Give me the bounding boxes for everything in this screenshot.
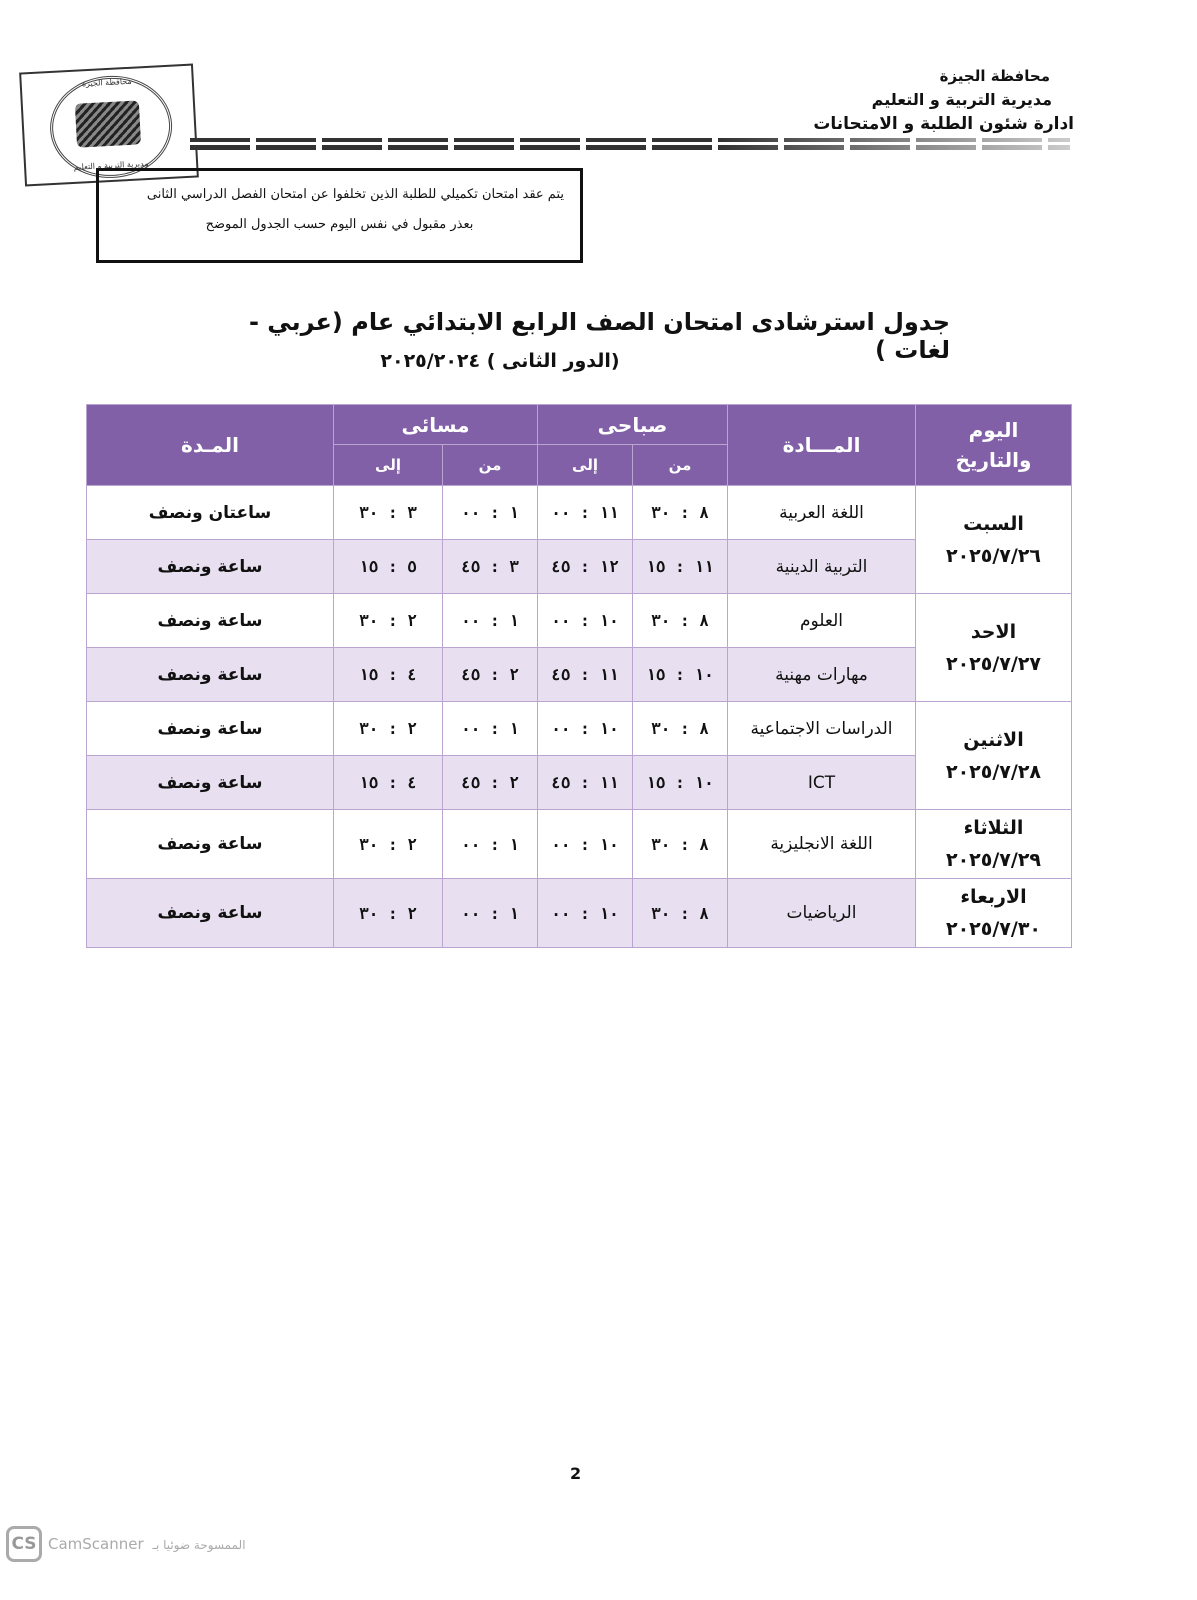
- header-morning: صباحى: [538, 405, 728, 445]
- evening-from-cell: ١ : ٠٠: [443, 486, 538, 540]
- morning-from-cell: ١١ : ١٥: [633, 540, 728, 594]
- table-row: [87, 879, 1072, 948]
- camscanner-watermark: [48, 1535, 246, 1553]
- governorate-name: محافظة الجيزة: [939, 67, 1050, 85]
- header-divider: [190, 138, 1070, 150]
- day-name: الاحد: [970, 620, 1017, 643]
- header-evening-to: إلى: [334, 445, 443, 486]
- evening-to-cell: ٤ : ١٥: [334, 756, 443, 810]
- morning-from-cell: ١٠ : ١٥: [633, 648, 728, 702]
- subject-cell: اللغة العربية: [728, 486, 916, 540]
- evening-from-cell: ١ : ٠٠: [443, 879, 538, 948]
- morning-to-cell: ١٠ : ٠٠: [538, 702, 633, 756]
- morning-from-cell: ٨ : ٣٠: [633, 879, 728, 948]
- page-title: جدول استرشادى امتحان الصف الرابع الابتدائي عام (عربي - لغات ): [248, 308, 950, 364]
- evening-from-cell: ٣ : ٤٥: [443, 540, 538, 594]
- morning-to-cell: ١٠ : ٠٠: [538, 879, 633, 948]
- morning-from-cell: ٨ : ٣٠: [633, 594, 728, 648]
- watermark-arabic: الممسوحة ضوئيا بـ: [152, 1538, 246, 1552]
- morning-from-cell: ١٠ : ١٥: [633, 756, 728, 810]
- page-subtitle: (الدور الثانى ) ٢٠٢٥/٢٠٢٤: [380, 350, 620, 372]
- day-cell: [916, 879, 1072, 948]
- header-day-date: [916, 405, 1072, 486]
- table-row: [87, 594, 1072, 648]
- duration-cell: ساعة ونصف: [87, 879, 334, 948]
- evening-to-cell: ٢ : ٣٠: [334, 810, 443, 879]
- morning-to-cell: ١٠ : ٠٠: [538, 810, 633, 879]
- watermark-app-name: CamScanner: [48, 1535, 144, 1553]
- evening-from-cell: ١ : ٠٠: [443, 810, 538, 879]
- day-cell: [916, 594, 1072, 702]
- day-name: الثلاثاء: [963, 817, 1024, 839]
- book-emblem-icon: [75, 100, 141, 147]
- duration-cell: ساعة ونصف: [87, 756, 334, 810]
- day-name: السبت: [963, 512, 1024, 535]
- duration-cell: ساعة ونصف: [87, 810, 334, 879]
- day-cell: [916, 810, 1072, 879]
- morning-to-cell: ١١ : ٠٠: [538, 486, 633, 540]
- day-date: ٢٠٢٥/٧/٢٩: [945, 849, 1042, 871]
- subject-cell: الرياضيات: [728, 879, 916, 948]
- logo-bottom-text: مديرية التربية و التعليم: [73, 158, 149, 172]
- notice-line-2: بعذر مقبول في نفس اليوم حسب الجدول الموضح: [205, 217, 474, 232]
- header-date: والتاريخ: [955, 448, 1032, 472]
- morning-from-cell: ٨ : ٣٠: [633, 810, 728, 879]
- table-row: [87, 810, 1072, 879]
- header-evening-from: من: [443, 445, 538, 486]
- morning-to-cell: ١٢ : ٤٥: [538, 540, 633, 594]
- day-name: الاثنين: [963, 728, 1024, 751]
- day-date: ٢٠٢٥/٧/٣٠: [945, 918, 1042, 940]
- letterhead: [752, 64, 1074, 136]
- notice-box: [96, 168, 583, 263]
- morning-to-cell: ١١ : ٤٥: [538, 648, 633, 702]
- camscanner-logo-icon: CS: [6, 1526, 42, 1562]
- evening-from-cell: ٢ : ٤٥: [443, 648, 538, 702]
- subject-cell: العلوم: [728, 594, 916, 648]
- subject-cell: الدراسات الاجتماعية: [728, 702, 916, 756]
- day-date: ٢٠٢٥/٧/٢٧: [945, 652, 1042, 675]
- table-row: [87, 702, 1072, 756]
- morning-to-cell: ١٠ : ٠٠: [538, 594, 633, 648]
- header-day: اليوم: [968, 418, 1019, 442]
- evening-from-cell: ١ : ٠٠: [443, 702, 538, 756]
- department-name: ادارة شئون الطلبة و الامتحانات: [813, 114, 1074, 134]
- evening-to-cell: ٣ : ٣٠: [334, 486, 443, 540]
- evening-to-cell: ٢ : ٣٠: [334, 594, 443, 648]
- duration-cell: ساعتان ونصف: [87, 486, 334, 540]
- duration-cell: ساعة ونصف: [87, 648, 334, 702]
- evening-to-cell: ٤ : ١٥: [334, 648, 443, 702]
- header-subject: المـــادة: [728, 405, 916, 486]
- notice-line-1: يتم عقد امتحان تكميلي للطلبة الذين تخلفوا عن امتحان الفصل الدراسي الثانى: [146, 187, 564, 202]
- evening-to-cell: ٢ : ٣٠: [334, 702, 443, 756]
- day-cell: [916, 486, 1072, 594]
- evening-from-cell: ٢ : ٤٥: [443, 756, 538, 810]
- subject-cell: اللغة الانجليزية: [728, 810, 916, 879]
- logo-top-text: محافظة الجيزة: [81, 76, 132, 89]
- header-duration: المـدة: [87, 405, 334, 486]
- table-row: [87, 486, 1072, 540]
- evening-to-cell: ٥ : ١٥: [334, 540, 443, 594]
- day-name: الاربعاء: [960, 886, 1027, 908]
- page-number: 2: [570, 1464, 582, 1483]
- morning-to-cell: ١١ : ٤٥: [538, 756, 633, 810]
- subject-cell: مهارات مهنية: [728, 648, 916, 702]
- exam-schedule-table: [86, 404, 1072, 948]
- directorate-name: مديرية التربية و التعليم: [871, 90, 1052, 109]
- duration-cell: ساعة ونصف: [87, 702, 334, 756]
- duration-cell: ساعة ونصف: [87, 540, 334, 594]
- header-morning-to: إلى: [538, 445, 633, 486]
- subject-cell: ICT: [728, 756, 916, 810]
- morning-from-cell: ٨ : ٣٠: [633, 486, 728, 540]
- header-morning-from: من: [633, 445, 728, 486]
- morning-from-cell: ٨ : ٣٠: [633, 702, 728, 756]
- header-evening: مسائى: [334, 405, 538, 445]
- evening-to-cell: ٢ : ٣٠: [334, 879, 443, 948]
- day-cell: [916, 702, 1072, 810]
- evening-from-cell: ١ : ٠٠: [443, 594, 538, 648]
- day-date: ٢٠٢٥/٧/٢٦: [945, 544, 1042, 567]
- day-date: ٢٠٢٥/٧/٢٨: [945, 760, 1042, 783]
- duration-cell: ساعة ونصف: [87, 594, 334, 648]
- subject-cell: التربية الدينية: [728, 540, 916, 594]
